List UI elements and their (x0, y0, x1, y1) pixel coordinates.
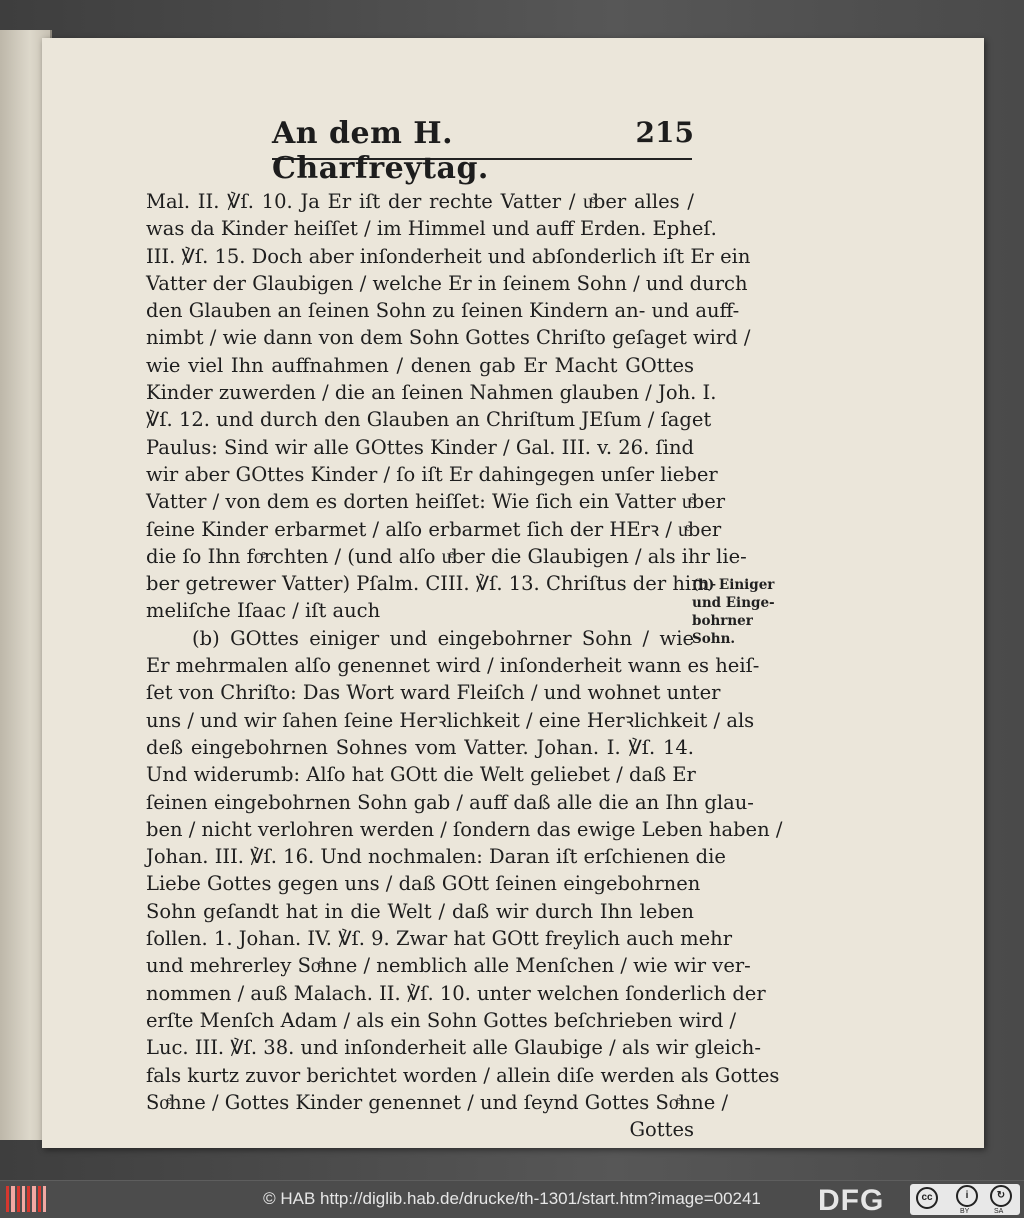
text-line: ber getrewer Vatter) Pſalm. CIII. ℣ſ. 13. Chriſtus der him- (146, 572, 717, 596)
marginal-note-line: (b) Einiger (692, 577, 775, 593)
text-line: III. ℣ſ. 15. Doch aber inſonderheit und abſonderlich iſt Er ein (146, 244, 751, 268)
marginal-note-line: bohrner (692, 613, 753, 629)
text-line: Und widerumb: Alſo hat GOtt die Welt geliebet / daß Er (146, 763, 696, 787)
text-line: uns / und wir ſahen ſeine Herꝛlichkeit / eine Herꝛlichkeit / als (146, 708, 755, 732)
text-line: Soͤhne / Gottes Kinder genennet / und ſeynd Gottes Soͤhne / (146, 1090, 729, 1114)
text-line: fals kurtz zuvor berichtet worden / allein diſe werden als Gottes (146, 1063, 780, 1087)
text-line: Paulus: Sind wir alle GOttes Kinder / Gal. III. v. 26. ſind (146, 435, 694, 459)
book-page (42, 38, 984, 1148)
catchword: Gottes (629, 1118, 694, 1142)
text-line: den Glauben an ſeinen Sohn zu ſeinen Kindern an- und auff- (146, 299, 740, 323)
text-line: erſte Menſch Adam / als ein Sohn Gottes beſchrieben wird / (146, 1008, 737, 1032)
share-alike-icon: ↻ (990, 1185, 1012, 1207)
cc-icon: cc (916, 1187, 938, 1209)
text-line: ſollen. 1. Johan. IV. ℣ſ. 9. Zwar hat GOtt freylich auch mehr (146, 927, 733, 951)
dfg-logo: DFG (818, 1184, 885, 1217)
text-line: nimbt / wie dann von dem Sohn Gottes Chriſto geſaget wird / (146, 326, 751, 350)
text-line: wir aber GOttes Kinder / ſo iſt Er dahingegen unſer lieber (146, 462, 718, 486)
text-line: die ſo Ihn foͤrchten / (und alſo uͤber die Glaubigen / als ihr lie- (146, 544, 747, 568)
attribution-icon: i (956, 1185, 978, 1207)
text-line: ſeinen eingebohrnen Sohn gab / auff daß alle die an Ihn glau- (146, 790, 754, 814)
text-line: und mehrerley Soͤhne / nemblich alle Menſchen / wie wir ver- (146, 954, 751, 978)
text-line: Mal. II. ℣ſ. 10. Ja Er iſt der rechte Vatter / uͤber alles / (146, 190, 694, 213)
text-line: nommen / auß Malach. II. ℣ſ. 10. unter welchen ſonderlich der (146, 981, 766, 1005)
text-line: deß eingebohrnen Sohnes vom Vatter. Johan. I. ℣ſ. 14. (146, 735, 694, 759)
cc-license-badge[interactable] (910, 1184, 1020, 1215)
running-head: An dem H. Charfreytag. (272, 116, 489, 186)
text-line: Sohn geſandt hat in die Welt / daß wir durch Ihn leben (146, 899, 694, 923)
marginal-note-line: und Einge- (692, 595, 775, 611)
text-line: ſeine Kinder erbarmet / alſo erbarmet ſich der HErꝛ / uͤber (146, 517, 722, 541)
text-line: Vatter der Glaubigen / welche Er in ſeinem Sohn / und durch (146, 271, 748, 295)
marginal-note-line: Sohn. (692, 631, 736, 647)
text-line: Luc. III. ℣ſ. 38. und inſonderheit alle Glaubige / als wir gleich- (146, 1036, 761, 1060)
text-line: ſet von Chriſto: Das Wort ward Fleiſch / und wohnet unter (146, 681, 721, 705)
marginal-note (692, 576, 792, 648)
page-header (272, 116, 694, 186)
copyright-link[interactable]: © HAB http://diglib.hab.de/drucke/th-1301/start.htm?image=00241 (263, 1189, 761, 1208)
license-sa-label: SA (994, 1208, 1004, 1215)
text-line: Liebe Gottes gegen uns / daß GOtt ſeinen eingebohrnen (146, 872, 701, 896)
text-line: ℣ſ. 12. und durch den Glauben an Chriſtum JEſum / ſaget (146, 408, 712, 432)
text-line: Er mehrmalen alſo genennet wird / inſonderheit wann es heiſ- (146, 654, 760, 678)
text-line: was da Kinder heiſſet / im Himmel und auff Erden. Epheſ. (146, 217, 717, 241)
license-by-label: BY (960, 1208, 970, 1215)
text-line: (b) GOttes einiger und eingebohrner Sohn / wie (192, 626, 694, 650)
text-line: ben / nicht verlohren werden / ſondern das ewige Leben haben / (146, 817, 783, 841)
page-number: 215 (635, 116, 694, 149)
text-line: Johan. III. ℣ſ. 16. Und nochmalen: Daran iſt erſchienen die (146, 845, 726, 869)
text-line: Vatter / von dem es dorten heiſſet: Wie ſich ein Vatter uͤber (146, 490, 726, 514)
text-line: meliſche Iſaac / iſt auch (146, 599, 381, 623)
text-line: wie viel Ihn auffnahmen / denen gab Er Macht GOttes (146, 353, 694, 377)
text-line: Kinder zuwerden / die an ſeinen Nahmen glauben / Joh. I. (146, 381, 717, 405)
viewer-footer (0, 1180, 1024, 1218)
